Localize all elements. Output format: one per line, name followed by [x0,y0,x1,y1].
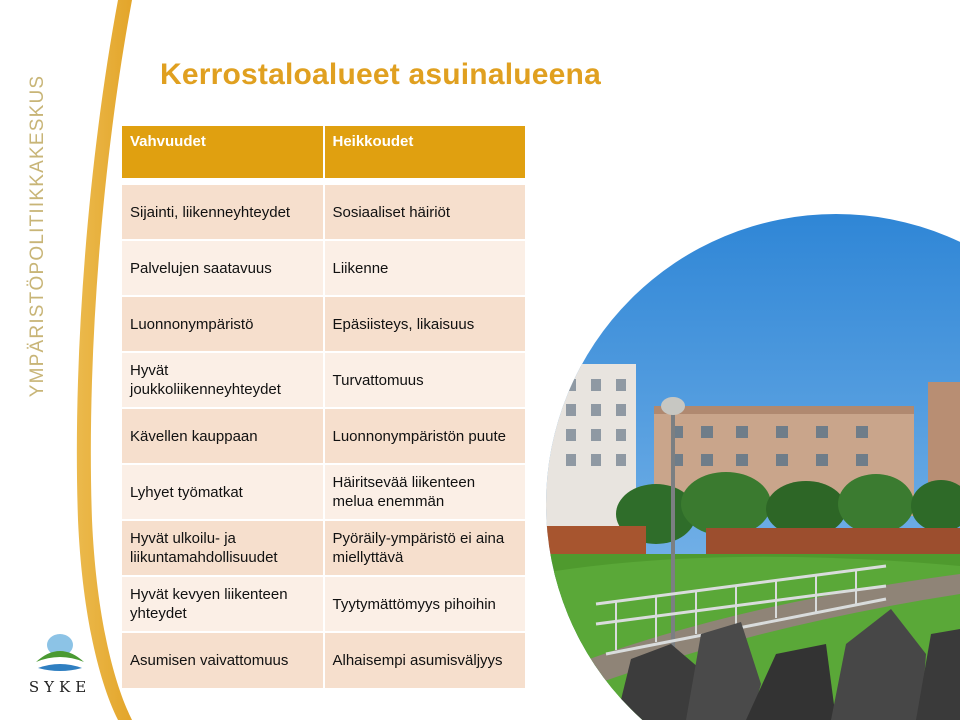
strength-cell: Hyvät joukkoliikenneyhteydet [122,352,324,408]
strength-cell: Lyhyet työmatkat [122,464,324,520]
table-row [122,464,525,520]
strength-cell: Luonnonympäristö [122,296,324,352]
table-row [122,296,525,352]
weakness-cell: Häiritsevää liikenteen melua enemmän [324,464,526,520]
strength-cell: Palvelujen saatavuus [122,240,324,296]
weakness-cell: Pyöräily-ympäristö ei aina miellyttävä [324,520,526,576]
weakness-cell: Alhaisempi asumisväljyys [324,632,526,688]
strength-cell: Kävellen kauppaan [122,408,324,464]
table-row [122,352,525,408]
table-row [122,520,525,576]
weakness-cell: Turvattomuus [324,352,526,408]
header-weaknesses: Heikkoudet [324,126,526,178]
syke-logo-icon [14,630,106,678]
sidebar-swoosh [0,0,140,720]
strength-cell: Sijainti, liikenneyhteydet [122,184,324,240]
table-row [122,408,525,464]
syke-logo-text: SYKE [28,678,92,696]
weakness-cell: Tyytymättömyys pihoihin [324,576,526,632]
header-strengths: Vahvuudet [122,126,324,178]
weakness-cell: Epäsiisteys, likaisuus [324,296,526,352]
syke-logo [14,630,106,700]
strength-cell: Asumisen vaivattomuus [122,632,324,688]
table-row [122,576,525,632]
weakness-cell: Luonnonympäristön puute [324,408,526,464]
table-row [122,240,525,296]
apartment-area-photo [536,214,960,720]
organization-vertical-text: YMPÄRISTÖPOLITIIKKAKESKUS [27,74,48,398]
table-header-row [122,126,525,178]
strength-cell: Hyvät ulkoilu- ja liikuntamahdollisuudet [122,520,324,576]
table-row [122,184,525,240]
strengths-weaknesses-table [122,126,525,688]
table-row [122,632,525,688]
weakness-cell: Sosiaaliset häiriöt [324,184,526,240]
weakness-cell: Liikenne [324,240,526,296]
slide-title: Kerrostaloalueet asuinalueena [160,58,601,91]
strength-cell: Hyvät kevyen liikenteen yhteydet [122,576,324,632]
